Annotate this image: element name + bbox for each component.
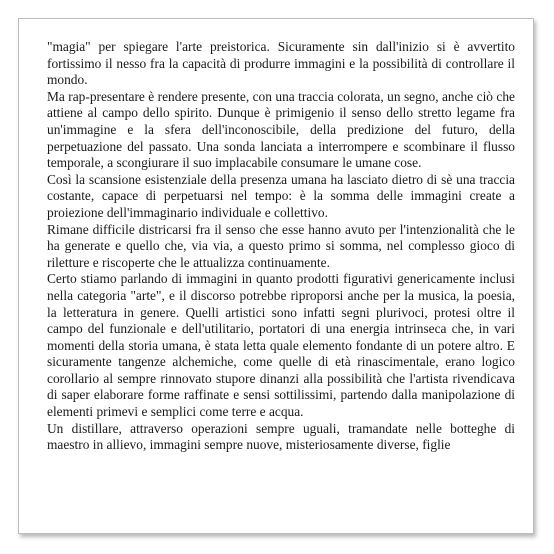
paragraph-4: Rimane difficile districarsi fra il senso che esse hanno avuto per l'intenzionalità che le ha generate e quello che, via via, a questo primo si somma, nel complesso gioco di riletture e riscoperte che le attualizza continuamente. xyxy=(47,221,515,270)
body-text xyxy=(47,39,515,454)
paragraph-5: Certo stiamo parlando di immagini in quanto prodotti figurativi genericamente inclusi nella categoria "arte", e il discorso potrebbe riproporsi anche per la musica, la poesia, la letteratura in genere. Quelli artistici sono infatti segni plurivoci, protesi oltre il campo del funzionale e dell'utilitario, portatori di una energia intrinseca che, in vari momenti della storia umana, è stata letta quale elemento fondante di un potere altro. E sicuramente tangenze alchemiche, come quelle di età rinascimentale, erano logico corollario al sempre rinnovato stupore dinanzi alla possibilità che l'artista rivendicava di saper elaborare forme raffinate e sensi sottilissimi, partendo dalla manipolazione di elementi primevi e semplici come terre e acqua. xyxy=(47,271,515,420)
paragraph-3: Così la scansione esistenziale della presenza umana ha lasciato dietro di sè una traccia costante, capace di perpetuarsi nel tempo: è la somma delle immagini create a proiezione dell'immaginario individuale e collettivo. xyxy=(47,171,515,220)
paragraph-6: Un distillare, attraverso operazioni sempre uguali, tramandate nelle botteghe di maestro in allievo, immagini sempre nuove, misteriosamente diverse, figlie xyxy=(47,420,515,453)
paragraph-2: Ma rap-presentare è rendere presente, con una traccia colorata, un segno, anche ciò che attiene al campo dello spirito. Dunque è primigenio il senso dello stretto legame fra un'immagine e la sfera dell'inconoscibile, della predizione del futuro, della perpetuazione del passato. Una sonda lanciata a interrompere e scombinare il flusso temporale, a scongiurare il suo implacabile consumare le umane cose. xyxy=(47,88,515,171)
paragraph-1: "magia" per spiegare l'arte preistorica. Sicuramente sin dall'inizio si è avvertito fortissimo il nesso fra la capacità di produrre immagini e la possibilità di controllare il mondo. xyxy=(47,39,515,88)
document-page xyxy=(18,18,534,534)
